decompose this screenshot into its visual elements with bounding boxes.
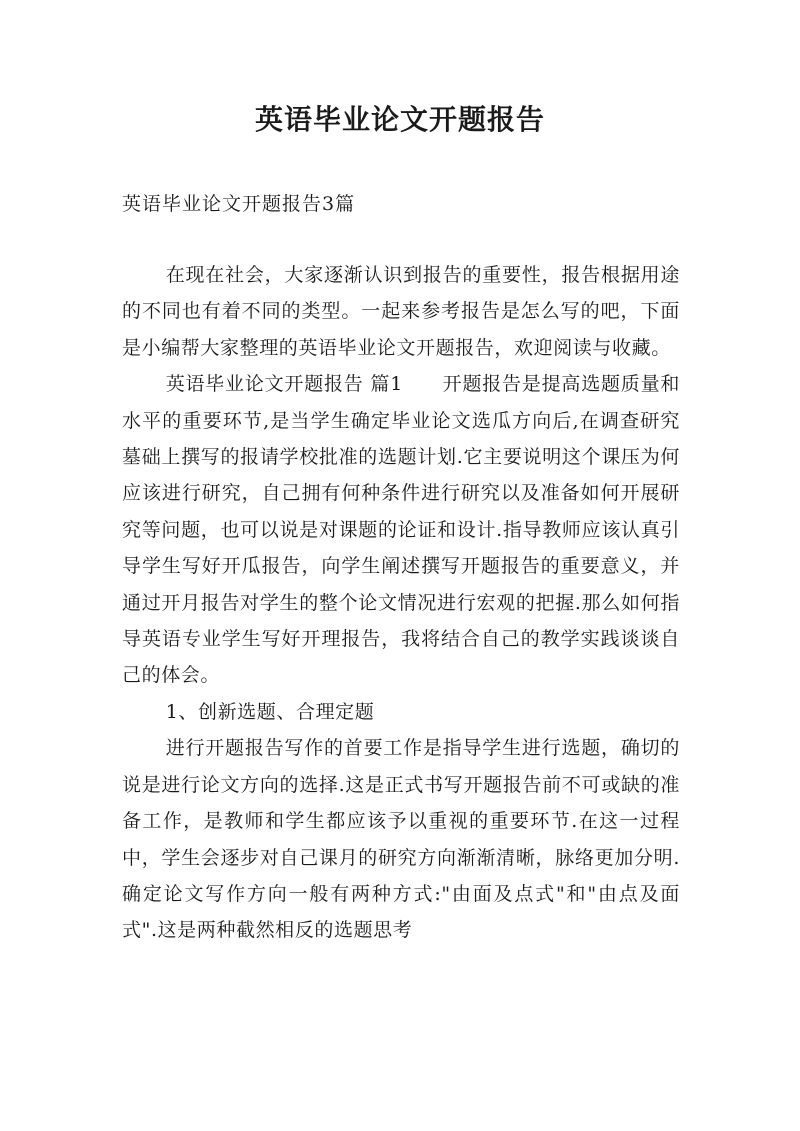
document-title: 英语毕业论文开题报告 <box>254 103 545 136</box>
body-paragraph: 英语毕业论文开题报告 篇1 开题报告是提高选题质量和水平的重要环节,是当学生确定毕业论文选瓜方向后,在调查研究墓础上撰写的报请学校批准的选题计划.它主要说明这个课压为何应该进行研究，自己拥有何种条件进行研究以及准备如何开展研究等问题，也可以说是对课题的论证和设计.指导教师应该认真引导学生写好开瓜报告，向学生阐述撰写开题报告的重要意义，并通过开月报告对学生的整个论文情况进行宏观的把握.那么如何指导英语专业学生写好开理报告，我将结合自己的教学实践谈谈自己的体会。 <box>122 373 680 687</box>
intro-paragraph: 在现在社会，大家逐渐认识到报告的重要性，报告根据用途的不同也有着不同的类型。一起来参考报告是怎么写的吧，下面是小编帮大家整理的英语毕业论文开题报告，欢迎阅读与收藏。 <box>122 264 680 359</box>
document-subtitle: 英语毕业论文开题报告3篇 <box>122 193 356 215</box>
document-body <box>122 257 680 949</box>
section-heading: 1、创新选题、合理定题 <box>165 700 375 723</box>
section-paragraph: 进行开题报告写作的首要工作是指导学生进行选题，确切的说是进行论文方向的选择.这是正式书写开题报告前不可或缺的准备工作，是教师和学生都应该予以重视的重要环节.在这一过程中，学生会逐步对自己课月的研究方向渐渐清晰，脉络更加分明.确定论文写作方向一般有两种方式:"由面及点式"和"由点及面式".这是两种截然相反的选题思考 <box>122 737 680 942</box>
